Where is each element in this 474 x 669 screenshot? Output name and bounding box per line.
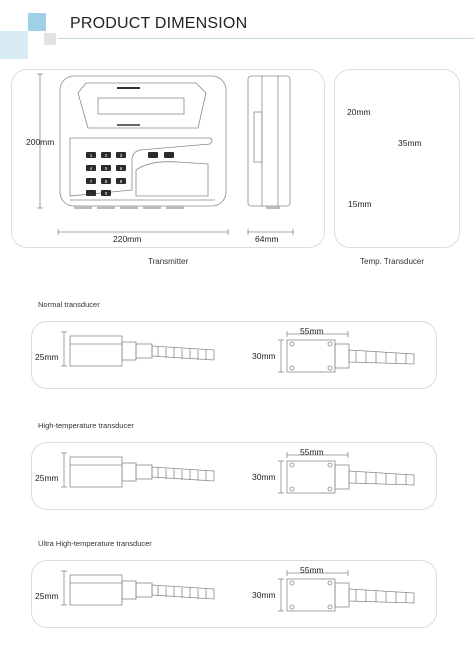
keypad-key-label: 3: [119, 152, 123, 158]
keypad-key-label: 4: [89, 165, 93, 171]
section-label: Normal transducer: [38, 300, 100, 309]
top-width-label: 55mm: [300, 565, 324, 575]
keypad-key-label: 6: [119, 165, 123, 171]
transmitter-height-label: 200mm: [26, 137, 55, 147]
keypad: [86, 152, 126, 196]
side-height-label: 25mm: [35, 591, 59, 601]
keypad-key-label: 1: [89, 152, 93, 158]
keypad-key-label: 0: [104, 190, 108, 196]
keypad-key-label: 8: [104, 178, 108, 184]
temp-transducer-width-label: 35mm: [398, 138, 422, 148]
transducer-drawing: [0, 559, 474, 629]
keypad-key-label: 2: [104, 152, 108, 158]
temp-transducer-height-top-label: 20mm: [347, 107, 371, 117]
transmitter-depth-label: 64mm: [255, 234, 279, 244]
cable: [152, 585, 214, 599]
side-height-label: 25mm: [35, 473, 59, 483]
section-label: Ultra High-temperature transducer: [38, 539, 152, 548]
keypad-key-label: .: [90, 190, 92, 196]
page-title: PRODUCT DIMENSION: [70, 15, 248, 32]
cable: [152, 346, 214, 360]
side-height-label: 25mm: [35, 352, 59, 362]
top-depth-label: 30mm: [252, 472, 276, 482]
temp-transducer-panel: [334, 69, 460, 248]
top-depth-label: 30mm: [252, 351, 276, 361]
top-width-label: 55mm: [300, 447, 324, 457]
keypad-key-label: 7: [89, 178, 93, 184]
keypad-key-label: 5: [104, 165, 108, 171]
cable: [152, 467, 214, 481]
transducer-drawing: [0, 441, 474, 511]
transducer-side-body: [70, 457, 122, 487]
temp-transducer-height-bottom-label: 15mm: [348, 199, 372, 209]
temp-transducer-caption: Temp. Transducer: [360, 257, 425, 266]
transmitter-front-body: [60, 76, 226, 206]
side-panel: [136, 162, 208, 196]
keypad-key-label: 9: [119, 178, 123, 184]
section-label: High-temperature transducer: [38, 421, 134, 430]
display-bezel: [78, 83, 206, 128]
transducer-side-body: [70, 336, 122, 366]
transmitter-width-label: 220mm: [113, 234, 142, 244]
top-width-label: 55mm: [300, 326, 324, 336]
transducer-drawing: [0, 320, 474, 390]
transmitter-caption: Transmitter: [148, 257, 189, 266]
lcd-screen: [98, 98, 184, 114]
transducer-side-body: [70, 575, 122, 605]
top-depth-label: 30mm: [252, 590, 276, 600]
